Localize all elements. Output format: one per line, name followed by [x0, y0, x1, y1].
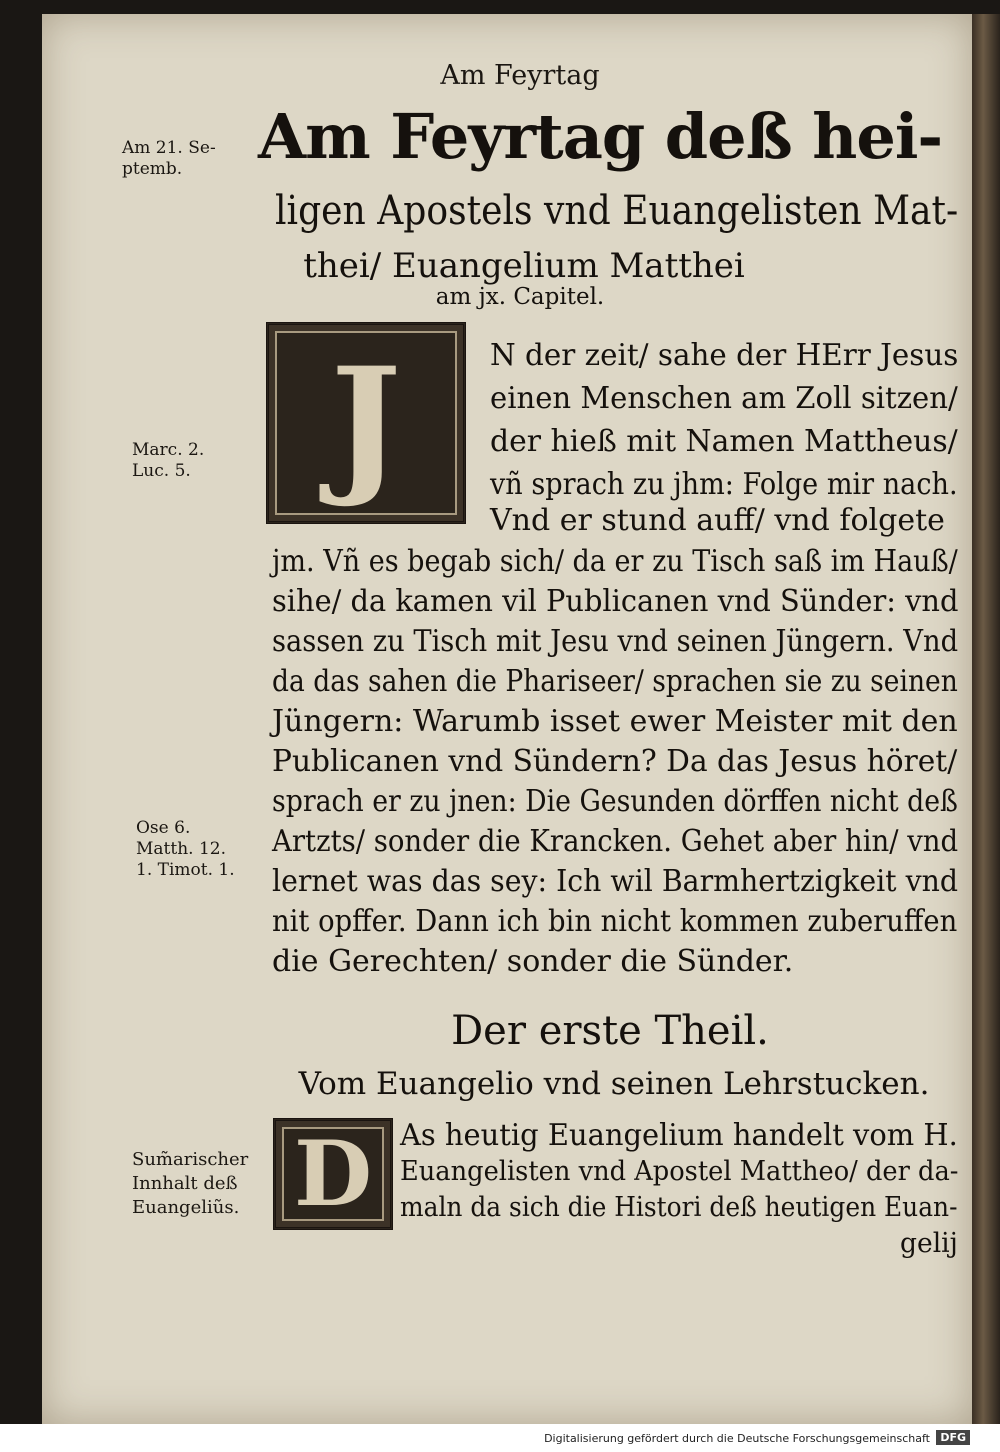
margin-note-line: Marc. 2.: [132, 440, 205, 460]
section-line: maln da sich die Histori deß heutigen Euan-: [400, 1192, 958, 1223]
title-line-4: am jx. Capitel.: [435, 284, 605, 310]
margin-note-line: Am 21. Se-: [122, 138, 216, 158]
gospel-line: der hieß mit Namen Mattheus/: [490, 424, 958, 459]
gospel-line: sassen zu Tisch mit Jesu vnd seinen Jüngern. Vnd: [272, 624, 959, 659]
section-title: Der erste Theil.: [451, 1008, 769, 1054]
margin-note-line: 1. Timot. 1.: [136, 860, 235, 880]
section-line: As heutig Euangelium handelt vom H.: [400, 1118, 958, 1153]
dfg-logo: DFG: [936, 1430, 970, 1445]
margin-note-reference: [132, 440, 204, 482]
title-line-2: ligen Apostels vnd Euangelisten Mat-: [275, 188, 959, 234]
gospel-line: Publicanen vnd Sündern? Da das Jesus höret/: [272, 744, 958, 779]
margin-note-date: [122, 138, 216, 180]
gospel-line: sihe/ da kamen vil Publicanen vnd Sünder: vnd: [272, 584, 959, 619]
running-head: Am Feyrtag: [440, 60, 600, 91]
gospel-line: N der zeit/ sahe der HErr Jesus: [490, 338, 959, 373]
section-line: Euangelisten vnd Apostel Mattheo/ der da-: [400, 1156, 959, 1187]
margin-note-line: Luc. 5.: [132, 461, 191, 481]
gospel-line: lernet was das sey: Ich wil Barmhertzigkeit vnd: [272, 864, 958, 899]
margin-note-line: ptemb.: [122, 159, 183, 179]
gospel-line: vñ sprach zu jhm: Folge mir nach.: [490, 467, 958, 502]
section-subtitle: Vom Euangelio vnd seinen Lehrstucken.: [298, 1066, 930, 1102]
gospel-line: Jüngern: Warumb isset ewer Meister mit den: [272, 704, 958, 739]
margin-note-reference-2: [136, 818, 235, 881]
margin-note-line: Euangeliũs.: [132, 1197, 240, 1218]
gospel-line: Vnd er stund auff/ vnd folgete: [490, 503, 945, 538]
page-edge: [972, 14, 1000, 1424]
footer-credit: Digitalisierung gefördert durch die Deutsche Forschungsgemeinschaft: [544, 1432, 930, 1445]
margin-note-line: Matth. 12.: [136, 839, 226, 859]
gospel-line: nit opffer. Dann ich bin nicht kommen zuberuffen: [272, 904, 958, 939]
section-line: gelij: [900, 1228, 958, 1259]
gospel-line: einen Menschen am Zoll sitzen/: [490, 381, 958, 416]
gospel-line: jm. Vñ es begab sich/ da er zu Tisch saß im Hauß/: [272, 544, 958, 579]
margin-note-line: Innhalt deß: [132, 1173, 238, 1194]
margin-note-line: Ose 6.: [136, 818, 191, 838]
decorated-initial: J: [266, 322, 466, 524]
title-line-1: Am Feyrtag deß hei-: [258, 100, 943, 173]
decorated-initial: D: [273, 1118, 393, 1230]
gospel-line: die Gerechten/ sonder die Sünder.: [272, 944, 794, 979]
title-line-3: thei/ Euangelium Matthei: [303, 246, 745, 286]
gospel-line: sprach er zu jnen: Die Gesunden dörffen nicht deß: [272, 784, 958, 819]
margin-note-summary: [132, 1148, 248, 1220]
gospel-line: da das sahen die Phariseer/ sprachen sie zu seinen: [272, 664, 958, 699]
margin-note-line: Sum̃arischer: [132, 1149, 249, 1170]
gospel-line: Artzts/ sonder die Krancken. Gehet aber hin/ vnd: [272, 824, 959, 859]
